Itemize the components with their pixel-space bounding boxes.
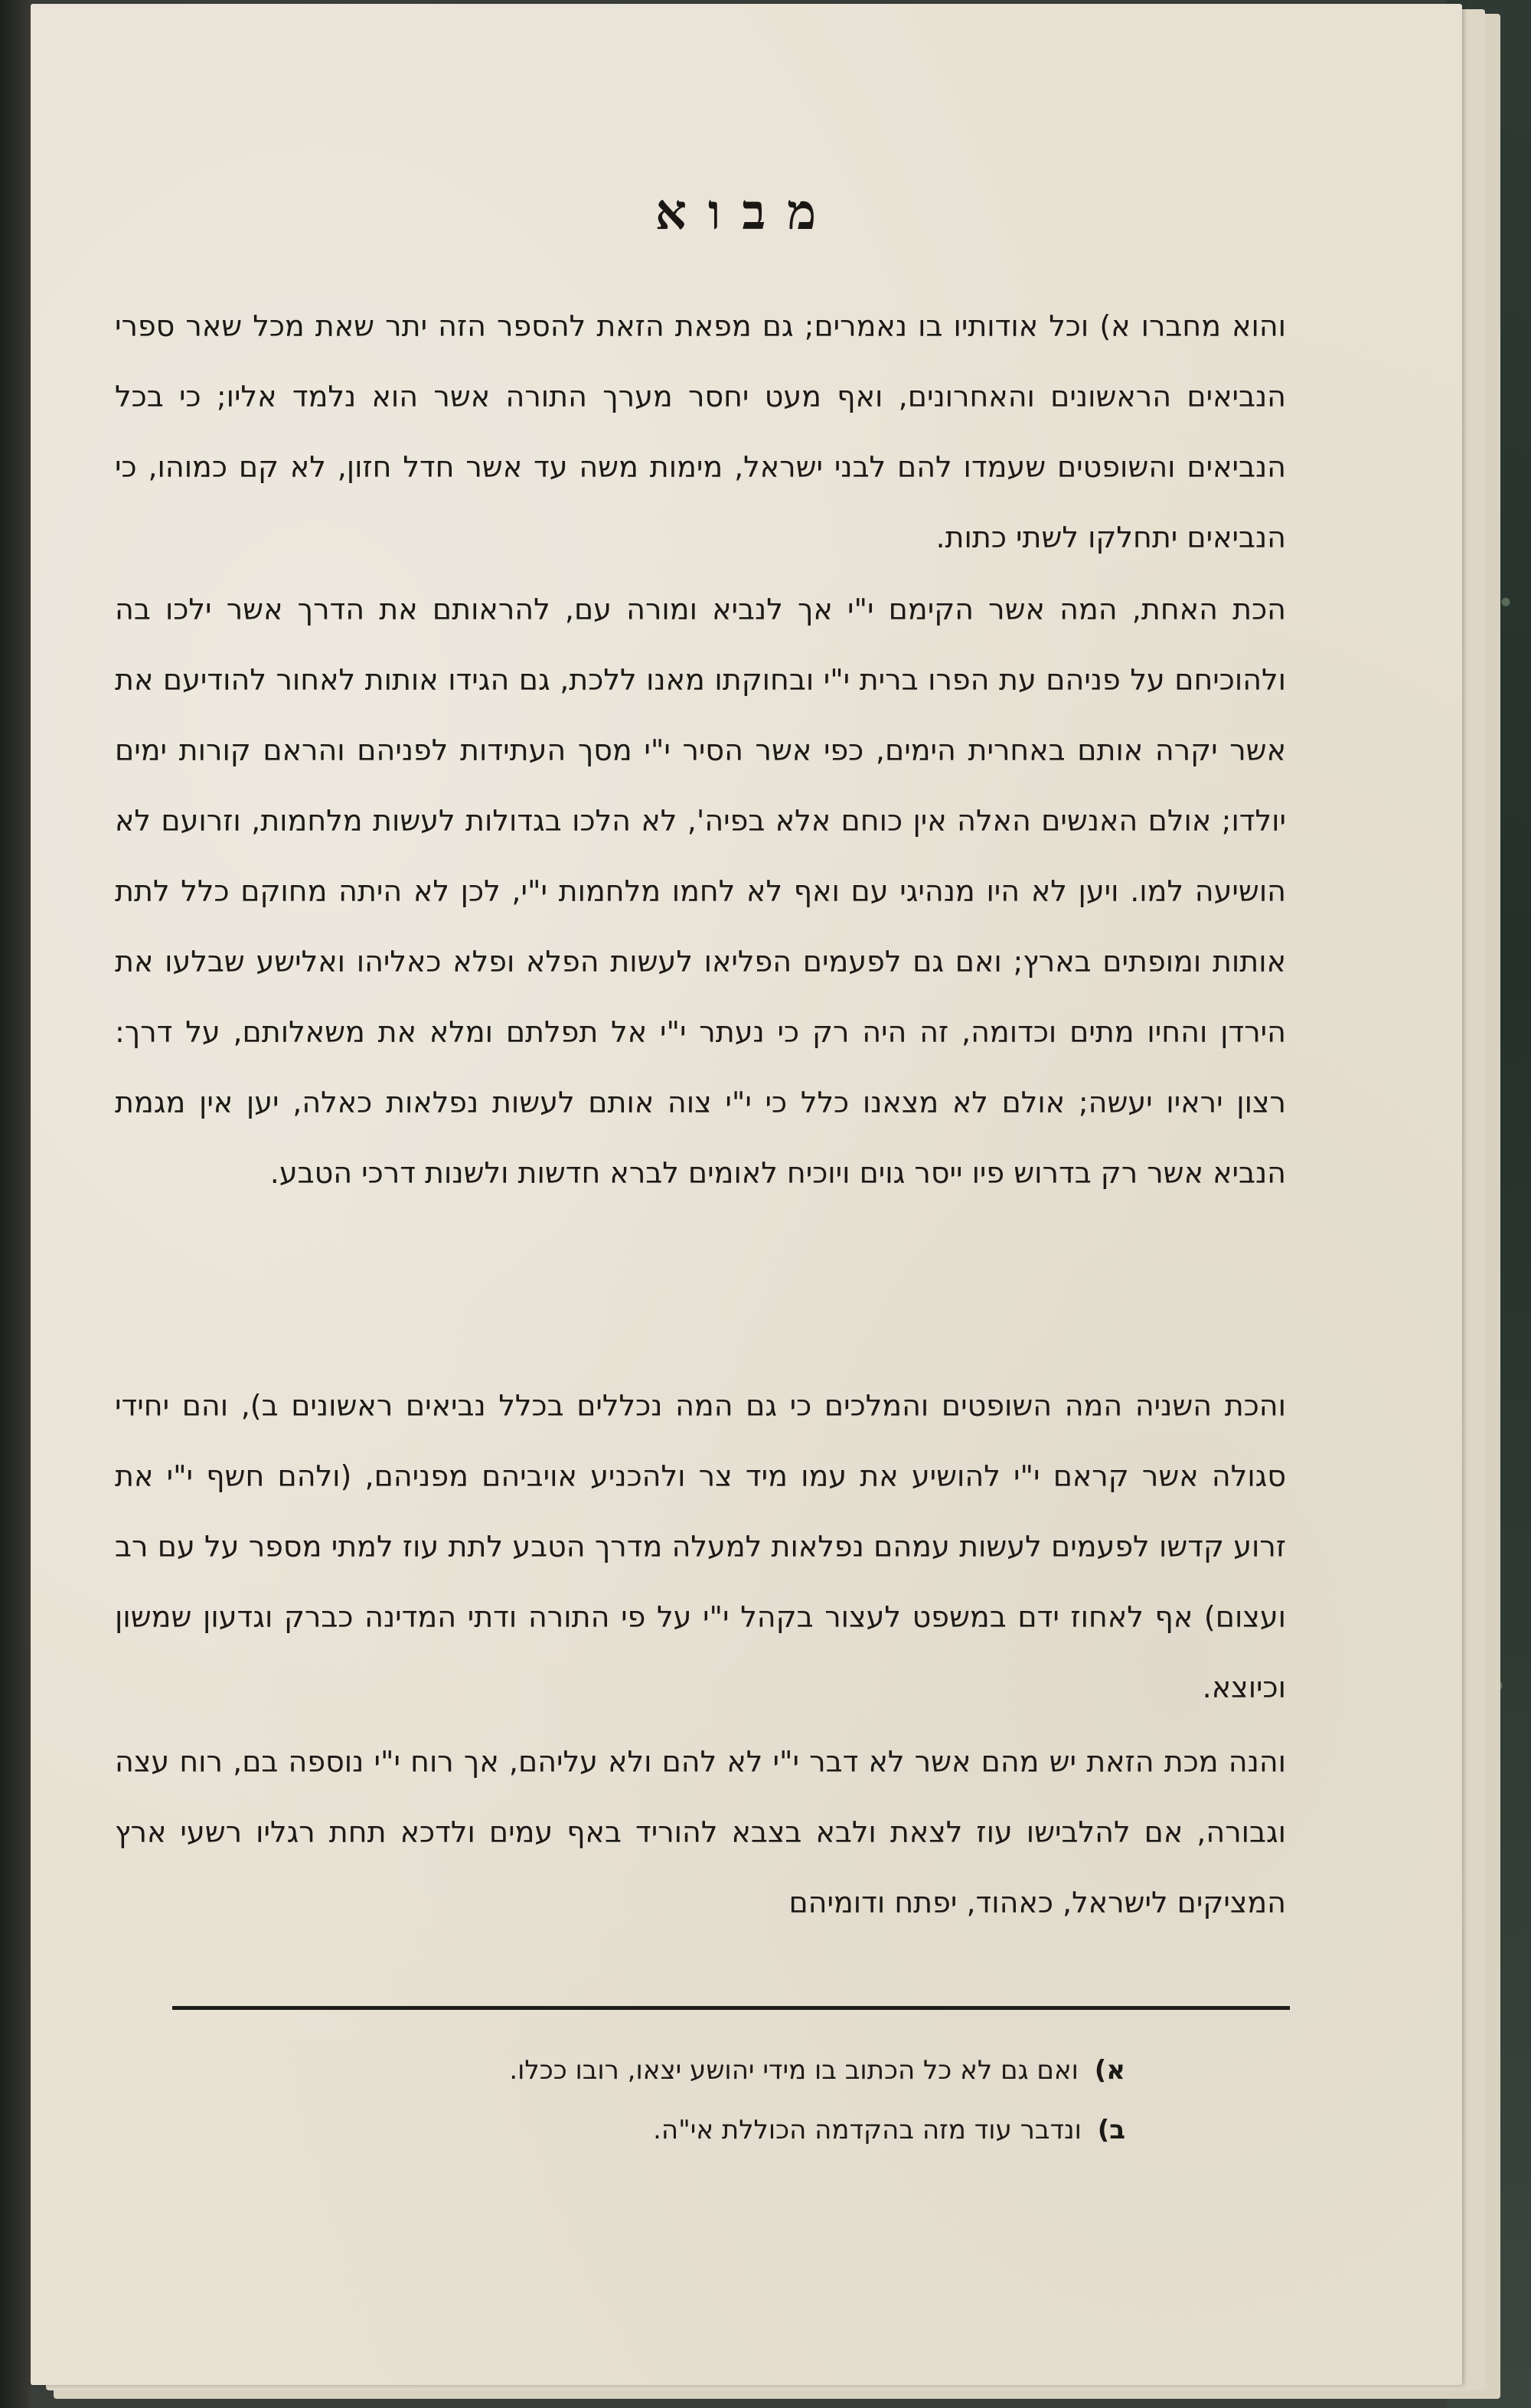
footnote-divider xyxy=(172,2006,1290,2010)
footnotes xyxy=(115,2040,1286,2160)
footnote-text: ואם גם לא כל הכתוב בו מידי יהושע יצאו, רובו ככלו. xyxy=(509,2055,1079,2086)
page-title: מבוא xyxy=(655,184,838,241)
book-cover-left xyxy=(0,0,31,2408)
paragraph-3: והכת השניה המה השופטים והמלכים כי גם המה נכללים בכלל נביאים ראשונים ב), והם יחידי סגולה אשר קראם י"י להושיע את עמו מיד צר ולהכניע אויביהם מפניהם, (ולהם חשף י"י את זרוע קדשו לפעמים לעשות עמהם נפלאות למעלה מדרך הטבע לתת עוז למתי מספר על עם רב ועצום) אף לאחוז ידם במשפט לעצור בקהל י"י על פי התורה ודתי המדינה כברק וגדעון שמשון וכיוצא. xyxy=(115,1389,1286,1704)
footnote-mark: ב) xyxy=(1097,2115,1125,2145)
footnote-text: ונדבר עוד מזה בהקדמה הכוללת אי"ה. xyxy=(653,2115,1082,2145)
paragraph-2: הכת האחת, המה אשר הקימם י"י אך לנביא ומורה עם, להראותם את הדרך אשר ילכו בה ולהוכיחם על פניהם עת הפרו ברית י"י ובחוקתו מאנו ללכת, גם הגידו אותות לאחור להודיעם את אשר יקרה אותם באחרית הימים, כפי אשר הסיר י"י מסך העתידות לפניהם והראם קורות ימים יולדו; אולם האנשים האלה אין כוחם אלא בפיה', לא הלכו בגדולות לעשות מלחמות, וזרועם לא הושיעה למו. ויען לא היו מנהיגי עם ואף לא לחמו מלחמות י"י, לכן לא היתה מחוקם כלל לתת אותות ומופתים בארץ; ואם גם לפעמים הפליאו לעשות הפלא ופלא כאליהו ואלישע שבלעו את הירדן והחיו מתים וכדומה, זה היה רק כי נעתר י"י אל תפלתם ומלא את משאלותם, על דרך: רצון יראיו יעשה; אולם לא מצאנו כלל כי י"י צוה אותם לעשות נפלאות כאלה, יען אין מגמת הנביא אשר רק בדרוש פיו ייסר גוים ויוכיח לאומים לברא חדשות ולשנות דרכי הטבע. xyxy=(115,593,1286,1190)
footnote-2 xyxy=(115,2100,1286,2160)
paragraph-1: והוא מחברו א) וכל אודותיו בו נאמרים; גם מפאת הזאת להספר הזה יתר שאת מכל שאר ספרי הנביאים הראשונים והאחרונים, ואף מעט יחסר מערך התורה אשר הוא נלמד אליו; כי בכל הנביאים והשופטים שעמדו להם לבני ישראל, מימות משה עד אשר חדל חזון, לא קם כמוהו, כי הנביאים יתחלקו לשתי כתות. xyxy=(115,309,1286,554)
footnote-1 xyxy=(115,2040,1286,2100)
footnote-mark: א) xyxy=(1094,2055,1125,2086)
paragraph-4: והנה מכת הזאת יש מהם אשר לא דבר י"י לא להם ולא עליהם, אך רוח י"י נוספה בם, רוח עצה וגבורה, אם להלבישו עוז לצאת ולבא בצבא להוריד באף עמים ולדכא תחת רגליו רשעי ארץ המציקים לישראל, כאהוד, יפתח ודומיהם xyxy=(115,1745,1286,1920)
